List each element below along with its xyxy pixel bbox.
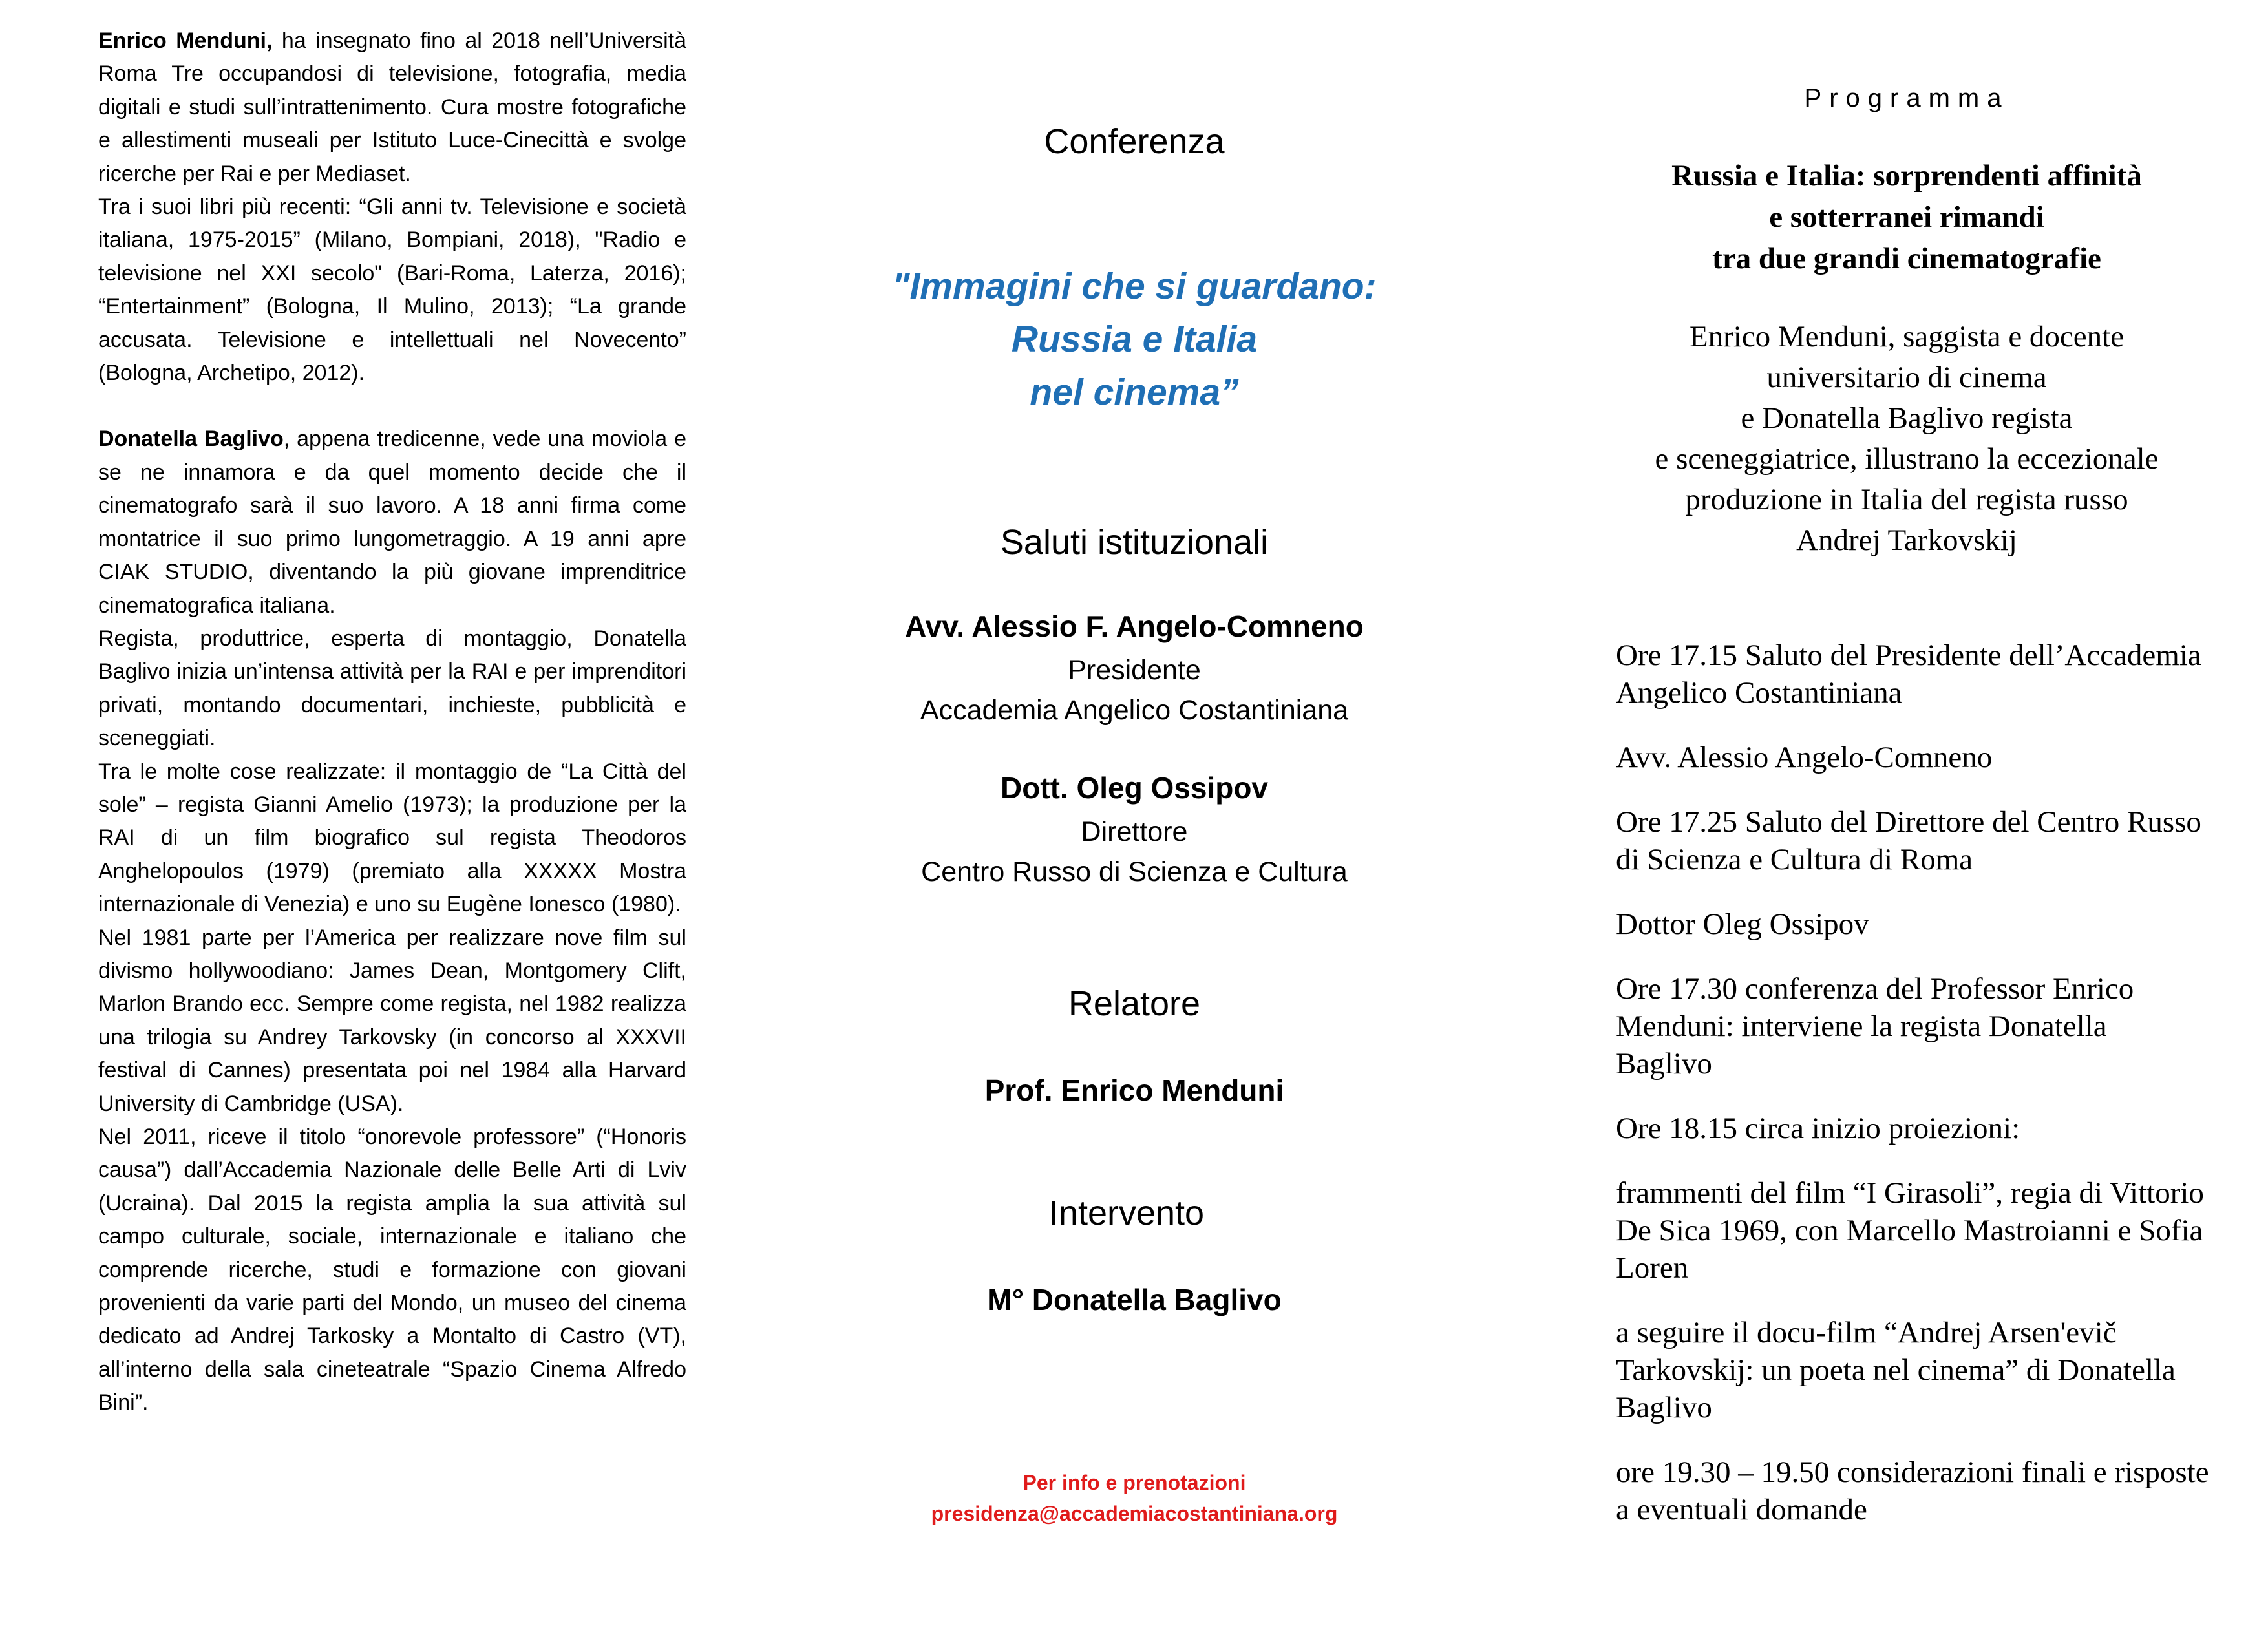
schedule-list: [1616, 637, 2210, 1556]
programme-label: Programma: [1804, 84, 2009, 112]
relatore-name: Prof. Enrico Menduni: [984, 1073, 1284, 1107]
bio-menduni-name: Enrico Menduni,: [98, 28, 273, 53]
schedule-item: frammenti del film “I Girasoli”, regia di Vittorio De Sica 1969, con Marcello Mastroianni e Sofia Loren: [1616, 1176, 2204, 1285]
bio-menduni-intro: Enrico Menduni, ha insegnato fino al 2018 nell’Università Roma Tre occupandosi di televisione, fotografia, media digitali e studi sull’intrattenimento. Cura mostre fotografiche e allestimenti museali per Istituto Luce-Cinecittà e svolge ricerche per Rai e per Mediaset.: [98, 28, 686, 186]
schedule-item: Avv. Alessio Angelo-Comneno: [1616, 741, 1993, 774]
schedule-item: Ore 18.15 circa inizio proiezioni:: [1616, 1112, 2020, 1145]
schedule-item: Ore 17.25 Saluto del Direttore del Centro Russo di Scienza e Cultura di Roma: [1616, 805, 2201, 876]
greetings-heading: Saluti istituzionali: [1000, 523, 1269, 562]
relatore-heading: Relatore: [1068, 984, 1201, 1023]
bio-baglivo-honors: Nel 2011, riceve il titolo “onorevole professore” (“Honoris causa”) dall’Accademia Nazionale delle Belle Arti di Lviv (Ucraina). Dal 2015 la regista amplia la sua attività sul campo culturale, sociale, internazionale e italiano che comprende ricerche, studi e formazione con giovani provenienti da varie parti del Mondo, un museo del cinema dedicato ad Andrej Tarkosky a Montalto di Castro (VT), all’interno della sala cineteatrale “Spazio Cinema Alfredo Bini”.: [98, 1125, 686, 1415]
intervento-heading: Intervento: [1048, 1194, 1205, 1232]
schedule-item: Dottor Oleg Ossipov: [1616, 907, 1869, 941]
conference-heading: Conferenza: [1044, 122, 1225, 161]
speaker1-role: Presidente: [1068, 655, 1201, 686]
schedule-item: a seguire il docu-film “Andrej Arsen'evič Tarkovskij: un poeta nel cinema” di Donatella Baglivo: [1616, 1316, 2176, 1424]
info-email-link[interactable]: presidenza@accademiacostantiniana.org: [931, 1502, 1338, 1525]
conference-title: "Immagini che si guardano: Russia e Italia nel cinema”: [892, 266, 1377, 413]
intervento-name: M° Donatella Baglivo: [987, 1283, 1282, 1316]
bio-baglivo-career: Regista, produttrice, esperta di montaggio, Donatella Baglivo inizia un’intensa attività per la RAI e per imprenditori privati, montando documentari, inchieste, pubblicità e sceneggiati.: [98, 626, 686, 751]
speaker2-role: Direttore: [1081, 816, 1188, 847]
programme-panel: [1616, 0, 2209, 1603]
speaker2-name: Dott. Oleg Ossipov: [1000, 771, 1269, 805]
bio-baglivo-works: Tra le molte cose realizzate: il montaggio de “La Città del sole” – regista Gianni Amelio (1973); la produzione per la RAI di un film biografico sul regista Theodoros Anghelopoulos (1979) (premiato alla XXXXX Mostra internazionale di Venezia) e uno su Eugène Ionesco (1980).: [98, 759, 686, 917]
bio-baglivo-america: Nel 1981 parte per l’America per realizzare nove film sul divismo hollywoodiano: James Dean, Montgomery Clift, Marlon Brando ecc. Sempre come regista, nel 1982 realizza una trilogia su Andrey Tarkovsky (in concorso al XXXVII festival di Cannes) presentata poi nel 1984 alla Harvard University di Cambridge (USA).: [98, 925, 686, 1116]
speaker2-org: Centro Russo di Scienza e Cultura: [921, 856, 1348, 887]
speaker1-org: Accademia Angelico Costantiniana: [920, 695, 1349, 726]
programme-title: Russia e Italia: sorprendenti affinità e sotterranei rimandi tra due grandi cinematografie: [1671, 159, 2142, 275]
schedule-item: Ore 17.30 conferenza del Professor Enrico Menduni: interviene la regista Donatella Baglivo: [1616, 972, 2134, 1081]
programme-description: Enrico Menduni, saggista e docente universitario di cinema e Donatella Baglivo regista e sceneggiatrice, illustrano la eccezionale produzione in Italia del regista russo Andrej Tarkovskij: [1655, 320, 2159, 557]
speaker1-name: Avv. Alessio F. Angelo-Comneno: [905, 609, 1364, 643]
schedule-item: ore 19.30 – 19.50 considerazioni finali e risposte a eventuali domande: [1616, 1455, 2209, 1527]
conference-panel: [776, 0, 1493, 1603]
bio-baglivo-intro: Donatella Baglivo, appena tredicenne, vede una moviola e se ne innamora e da quel momento decide che il cinematografo sarà il suo lavoro. A 18 anni firma come montatrice il suo primo lungometraggio. A 19 anni apre CIAK STUDIO, diventando la più giovane imprenditrice cinematografica italiana.: [98, 427, 686, 618]
bio-baglivo-name: Donatella Baglivo: [98, 427, 284, 452]
biographies-panel: [98, 25, 686, 1628]
bio-menduni-books: Tra i suoi libri più recenti: “Gli anni tv. Televisione e società italiana, 1975-2015” (Milano, Bompiani, 2018), "Radio e televisione nel XXI secolo" (Bari-Roma, Laterza, 2016); “Entertainment” (Bologna, Il Mulino, 2013); “La grande accusata. Televisione e intellettuali nel Novecento” (Bologna, Archetipo, 2012).: [98, 195, 686, 386]
schedule-item: Ore 17.15 Saluto del Presidente dell’Accademia Angelico Costantiniana: [1616, 639, 2201, 710]
info-label: Per info e prenotazioni: [1023, 1471, 1246, 1494]
info-contact: [776, 1467, 1493, 1529]
